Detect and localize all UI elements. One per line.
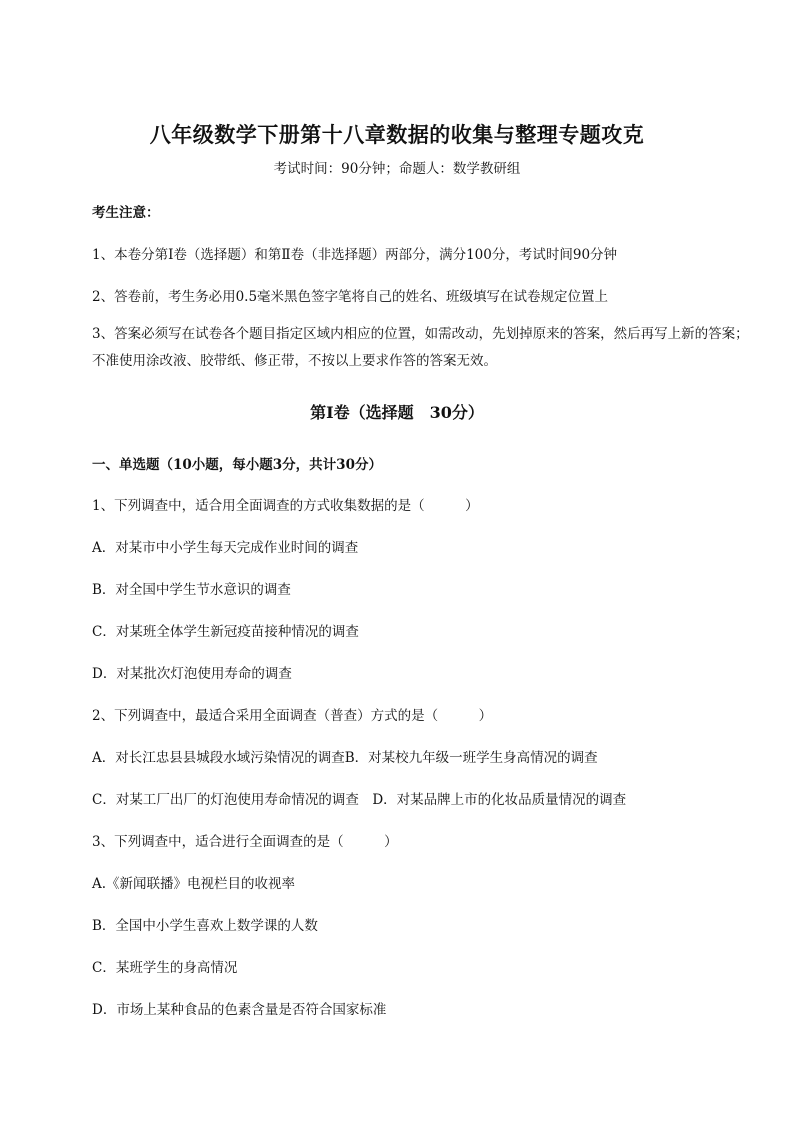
question-option: C．对某班全体学生新冠疫苗接种情况的调查 — [92, 624, 359, 640]
notice-item: 3、答案必须写在试卷各个题目指定区域内相应的位置，如需改动，先划掉原来的答案，然后再写上新的答案；不准使用涂改液、胶带纸、修正带，不按以上要求作答的答案无效。 — [92, 326, 749, 369]
question-option: B．全国中小学生喜欢上数学课的人数 — [92, 918, 318, 934]
question-option: D．市场上某种食品的色素含量是否符合国家标准 — [92, 1002, 387, 1018]
question-option: B．对全国中学生节水意识的调查 — [92, 582, 291, 598]
question-stem: 3、下列调查中，适合进行全面调查的是（ ） — [92, 834, 398, 850]
notice-item: 2、答卷前，考生务必用0.5毫米黑色签字笔将自己的姓名、班级填写在试卷规定位置上 — [92, 289, 609, 305]
question-option: A．对长江忠县县城段水域污染情况的调查B．对某校九年级一班学生身高情况的调查 — [92, 750, 598, 766]
page-title: 八年级数学下册第十八章数据的收集与整理专题攻克 — [149, 122, 645, 147]
question-option: A．对某市中小学生每天完成作业时间的调查 — [92, 540, 359, 556]
notice-heading: 考生注意： — [92, 205, 160, 221]
question-option: C．某班学生的身高情况 — [92, 960, 238, 976]
question-option: D．对某批次灯泡使用寿命的调查 — [92, 666, 292, 682]
question-stem: 2、下列调查中，最适合采用全面调查（普查）方式的是（ ） — [92, 708, 493, 724]
question-option: C．对某工厂出厂的灯泡使用寿命情况的调查 D．对某品牌上市的化妆品质量情况的调查 — [92, 792, 627, 808]
notice-item: 1、本卷分第I卷（选择题）和第Ⅱ卷（非选择题）两部分，满分100分，考试时间90分钟 — [92, 247, 618, 263]
section-title: 第I卷（选择题 30分） — [310, 403, 484, 422]
part-heading: 一、单选题（10小题，每小题3分，共计30分） — [92, 457, 382, 473]
exam-info: 考试时间：90分钟；命题人：数学教研组 — [273, 161, 521, 177]
question-option: A.《新闻联播》电视栏目的收视率 — [92, 876, 296, 892]
question-stem: 1、下列调查中，适合用全面调查的方式收集数据的是（ ） — [92, 498, 479, 514]
